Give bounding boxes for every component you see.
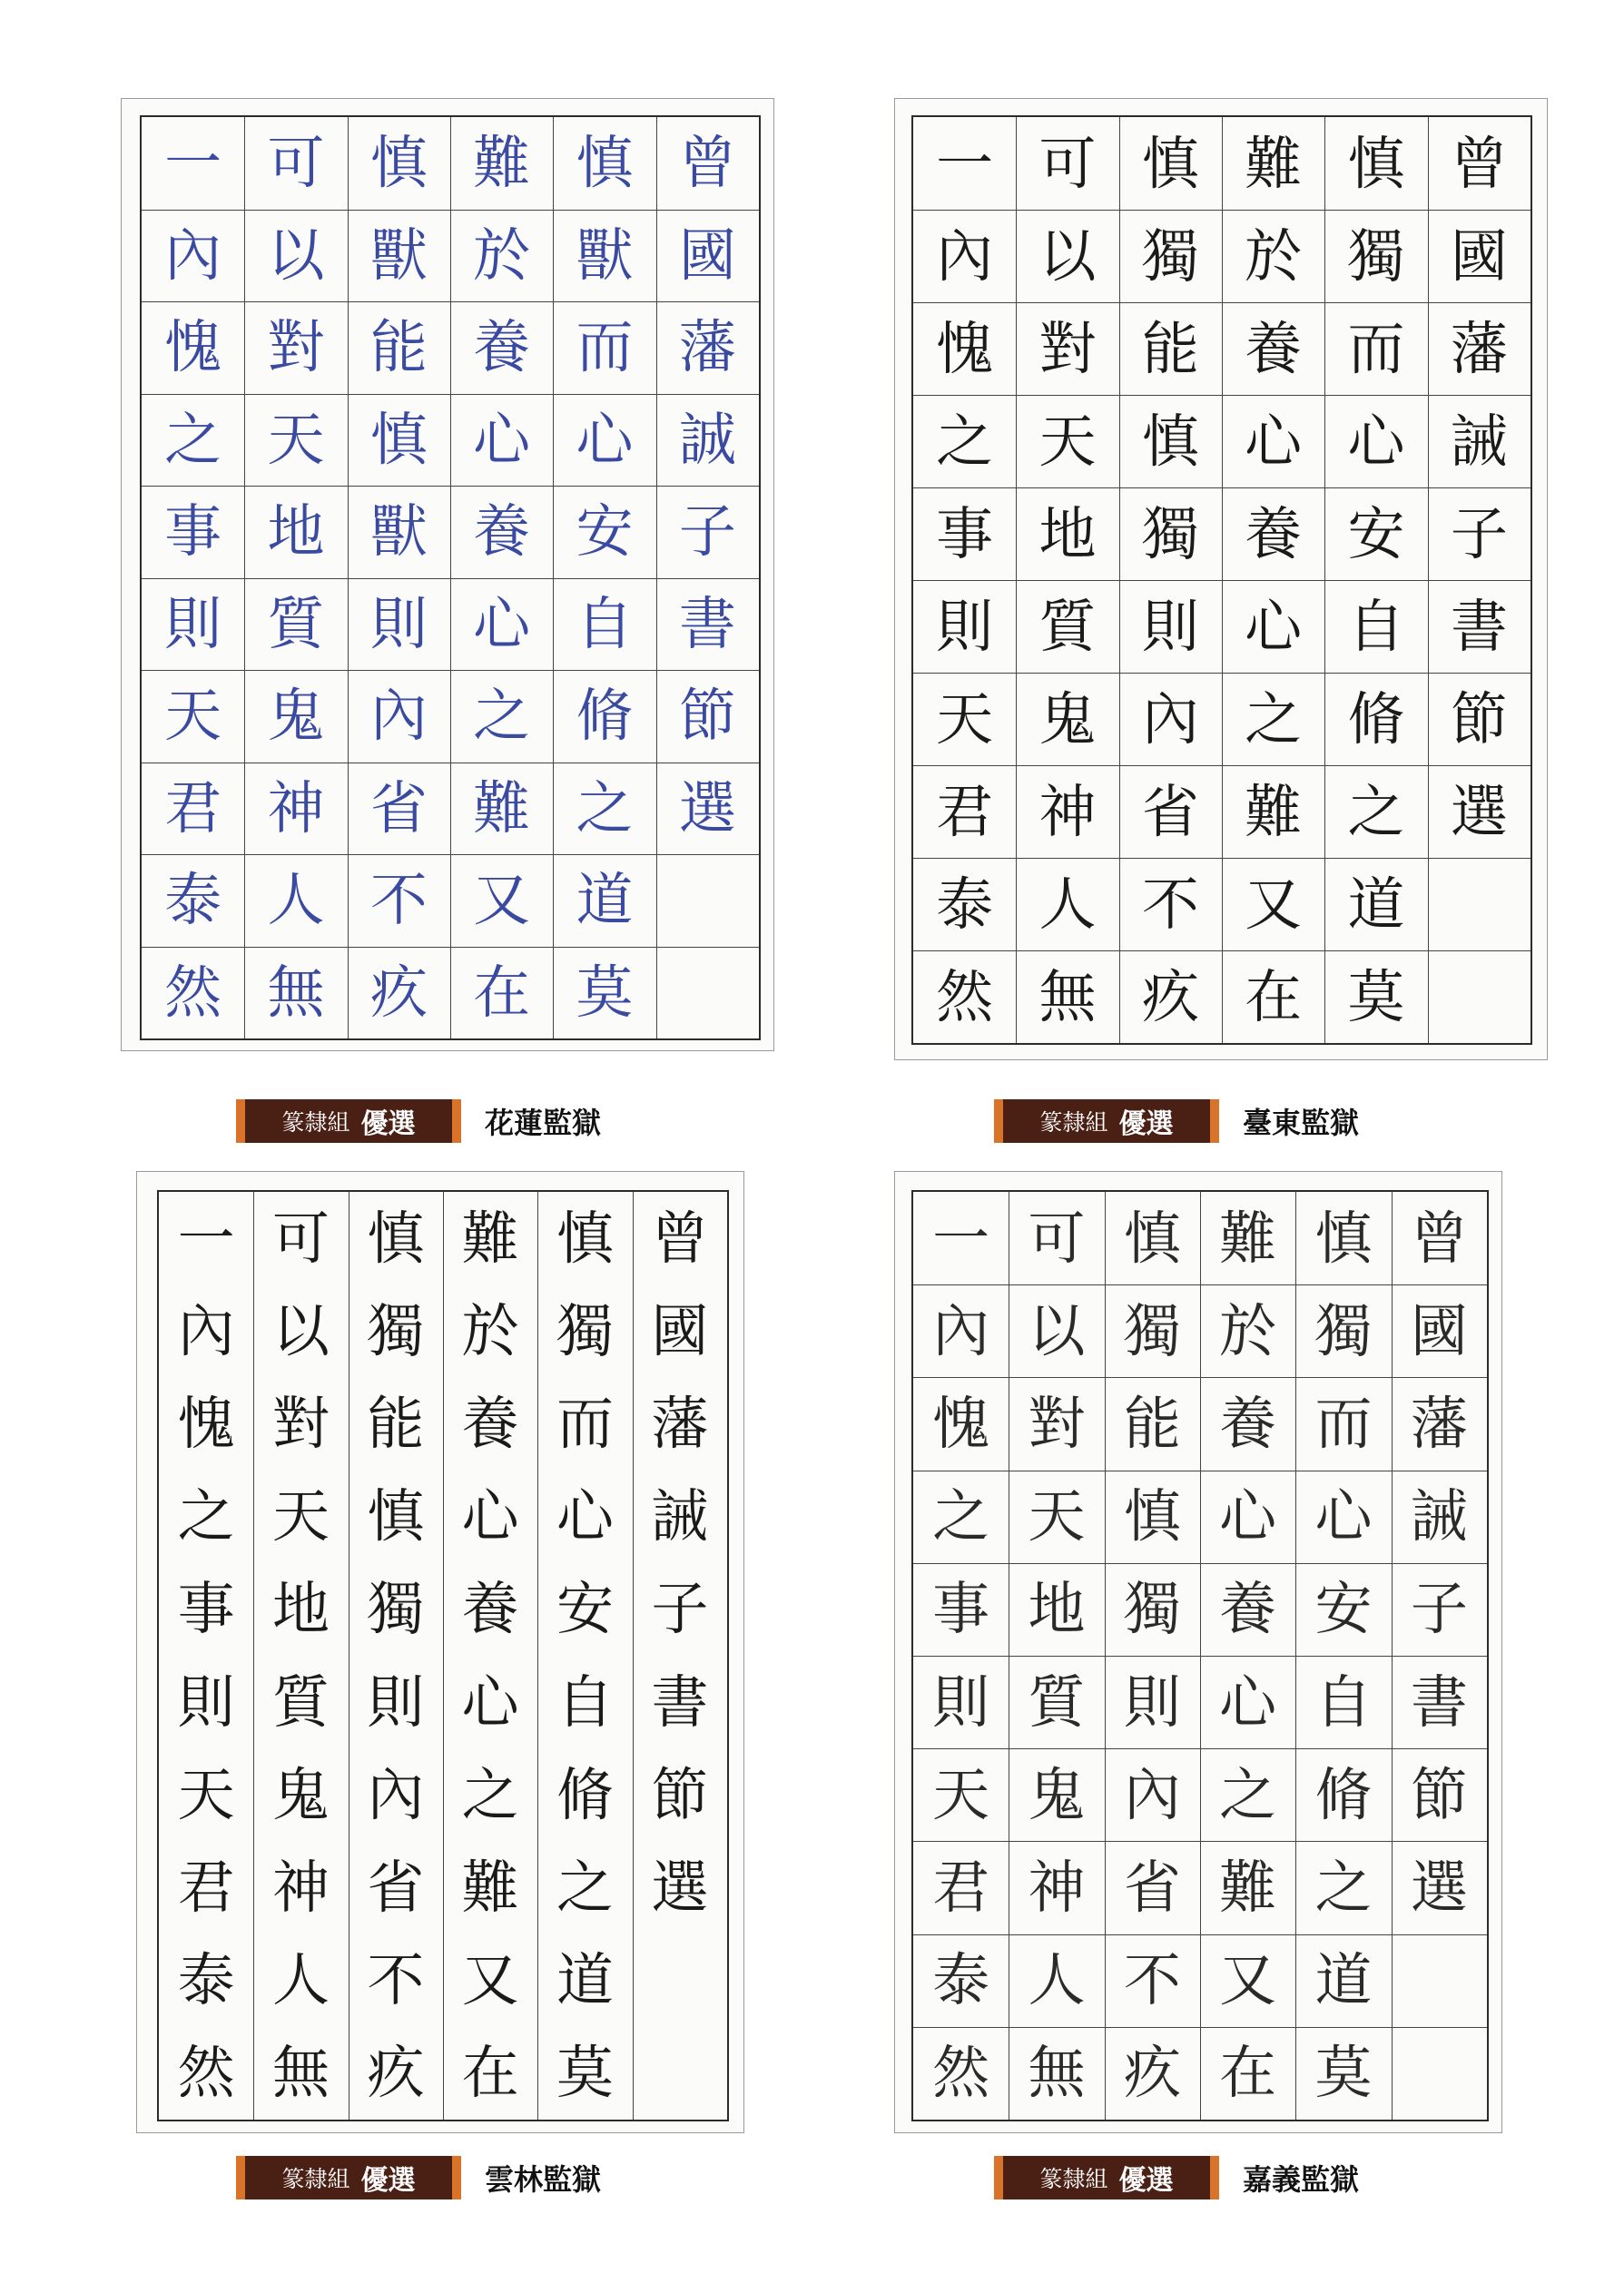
calligraphy-char: 之 [556, 1854, 614, 1921]
calligraphy-char [633, 2027, 727, 2120]
calligraphy-char: 誡 [1450, 408, 1508, 475]
calligraphy-char: 子 [1410, 1576, 1468, 1643]
calligraphy-char: 人 [271, 1947, 330, 2014]
calligraphy-char: 國 [1450, 222, 1508, 290]
calligraphy-char: 可 [1038, 130, 1097, 197]
calligraphy-char: 慎 [367, 1483, 425, 1550]
calligraphy-char: 獨 [1123, 1576, 1181, 1643]
calligraphy-char: 內 [1141, 685, 1199, 753]
calligraphy-char: 之 [1219, 1761, 1277, 1828]
calligraphy-char: 選 [651, 1854, 709, 1921]
calligraphy-char: 可 [1028, 1205, 1086, 1272]
caption-accent [236, 2156, 245, 2199]
calligraphy-char: 獨 [1123, 1297, 1181, 1364]
calligraphy-char: 人 [1028, 1947, 1086, 2014]
calligraphy-char: 獸 [369, 498, 428, 566]
calligraphy-char: 慎 [576, 130, 634, 197]
calligraphy-char: 養 [473, 314, 531, 381]
calligraphy-char: 疚 [367, 2040, 425, 2107]
calligraphy-char: 脩 [1347, 685, 1405, 753]
calligraphy-char: 一 [936, 130, 994, 197]
calligraphy-char: 慎 [1141, 408, 1199, 475]
calligraphy-char: 之 [461, 1761, 519, 1828]
institution-name: 花蓮監獄 [485, 1106, 602, 1140]
calligraphy-char: 在 [473, 959, 531, 1026]
calligraphy-char: 難 [1219, 1205, 1277, 1272]
calligraphy-char: 獨 [1347, 222, 1405, 290]
calligraphy-char: 獨 [556, 1297, 614, 1364]
calligraphy-char: 愧 [164, 314, 222, 381]
calligraphy-char: 道 [556, 1947, 614, 2014]
calligraphy-char: 事 [936, 500, 994, 567]
calligraphy-char: 愧 [936, 315, 994, 382]
calligraphy-grid [140, 115, 761, 1040]
calligraphy-char: 自 [1314, 1668, 1373, 1736]
calligraphy-char: 莫 [576, 959, 634, 1026]
calligraphy-char: 心 [1219, 1668, 1277, 1736]
calligraphy-char: 天 [164, 683, 222, 750]
calligraphy-char: 養 [461, 1390, 519, 1457]
calligraphy-char: 對 [1038, 315, 1097, 382]
calligraphy-char: 誡 [1410, 1483, 1468, 1550]
calligraphy-char: 君 [177, 1854, 235, 1921]
calligraphy-char: 道 [576, 867, 634, 934]
calligraphy-char: 可 [267, 130, 325, 197]
calligraphy-char: 愧 [932, 1390, 990, 1457]
calligraphy-char: 道 [1314, 1947, 1373, 2014]
calligraphy-char: 節 [651, 1761, 709, 1828]
calligraphy-char: 地 [1028, 1576, 1086, 1643]
calligraphy-char: 之 [177, 1483, 235, 1550]
calligraphy-char: 道 [1347, 871, 1405, 938]
calligraphy-char: 以 [271, 1297, 330, 1364]
calligraphy-char: 對 [271, 1390, 330, 1457]
calligraphy-char: 事 [164, 498, 222, 566]
calligraphy-char: 泰 [936, 871, 994, 938]
calligraphy-char: 自 [576, 590, 634, 657]
calligraphy-char: 內 [936, 222, 994, 290]
calligraphy-char: 心 [461, 1483, 519, 1550]
calligraphy-char: 在 [1219, 2040, 1277, 2107]
entry-chiayi [894, 1171, 1548, 2224]
calligraphy-char: 地 [1038, 500, 1097, 567]
calligraphy-char: 子 [1450, 500, 1508, 567]
calligraphy-char: 獨 [1314, 1297, 1373, 1364]
calligraphy-char: 心 [473, 590, 531, 657]
calligraphy-char: 獨 [367, 1297, 425, 1364]
calligraphy-char: 君 [936, 778, 994, 845]
calligraphy-char: 心 [1245, 593, 1303, 660]
calligraphy-char: 省 [369, 774, 428, 841]
calligraphy-char: 節 [1450, 685, 1508, 753]
calligraphy-char: 不 [367, 1947, 425, 2014]
calligraphy-char: 君 [932, 1854, 990, 1921]
calligraphy-char: 又 [1245, 871, 1303, 938]
calligraphy-char: 養 [461, 1576, 519, 1643]
calligraphy-char: 泰 [932, 1947, 990, 2014]
calligraphy-char: 藩 [1450, 315, 1508, 382]
calligraphy-char: 疚 [369, 959, 428, 1026]
calligraphy-char: 子 [651, 1576, 709, 1643]
calligraphy-char: 可 [271, 1205, 330, 1272]
calligraphy-char: 泰 [177, 1947, 235, 2014]
calligraphy-char: 之 [1314, 1854, 1373, 1921]
calligraphy-char: 而 [576, 314, 634, 381]
calligraphy-char: 內 [932, 1297, 990, 1364]
caption-accent [994, 1099, 1003, 1143]
calligraphy-char: 慎 [1141, 130, 1199, 197]
calligraphy-char: 安 [1314, 1576, 1373, 1643]
calligraphy-char: 藩 [651, 1390, 709, 1457]
calligraphy-char: 則 [936, 593, 994, 660]
calligraphy-char: 獨 [1141, 500, 1199, 567]
calligraphy-char: 安 [1347, 500, 1405, 567]
caption-accent [1210, 1099, 1219, 1143]
calligraphy-char: 獸 [576, 221, 634, 289]
entry-hualien [121, 98, 774, 1140]
caption-accent [452, 2156, 461, 2199]
calligraphy-char: 天 [1028, 1483, 1086, 1550]
calligraphy-char: 又 [461, 1947, 519, 2014]
calligraphy-char: 神 [267, 774, 325, 841]
calligraphy-char: 脩 [556, 1761, 614, 1828]
calligraphy-char: 以 [267, 221, 325, 289]
calligraphy-char: 疚 [1123, 2040, 1181, 2107]
calligraphy-char: 天 [932, 1761, 990, 1828]
calligraphy-char: 質 [1028, 1668, 1086, 1736]
calligraphy-sheet [136, 1171, 744, 2133]
calligraphy-char: 以 [1038, 222, 1097, 290]
award-label: 優選 [1118, 1108, 1174, 1140]
calligraphy-char: 之 [473, 683, 531, 750]
calligraphy-char: 天 [936, 685, 994, 753]
calligraphy-char: 以 [1028, 1297, 1086, 1364]
award-caption [994, 1099, 1359, 1143]
caption-accent [994, 2156, 1003, 2199]
calligraphy-char: 心 [576, 406, 634, 473]
calligraphy-char: 藩 [678, 314, 736, 381]
calligraphy-char: 能 [367, 1390, 425, 1457]
calligraphy-char: 國 [651, 1297, 709, 1364]
calligraphy-char: 又 [473, 867, 531, 934]
calligraphy-char: 則 [177, 1668, 235, 1736]
calligraphy-char: 難 [1245, 778, 1303, 845]
calligraphy-char: 不 [1141, 871, 1199, 938]
calligraphy-char: 於 [1219, 1297, 1277, 1364]
calligraphy-char: 然 [932, 2040, 990, 2107]
caption-accent [236, 1099, 245, 1143]
calligraphy-char: 之 [1245, 685, 1303, 753]
calligraphy-grid [911, 115, 1532, 1045]
calligraphy-char: 心 [473, 406, 531, 473]
calligraphy-char: 養 [1245, 500, 1303, 567]
calligraphy-char: 而 [1347, 315, 1405, 382]
caption-accent [452, 1099, 461, 1143]
calligraphy-char [1428, 858, 1530, 950]
calligraphy-char: 愧 [177, 1390, 235, 1457]
calligraphy-char: 書 [1410, 1668, 1468, 1736]
calligraphy-char: 之 [1347, 778, 1405, 845]
calligraphy-char: 慎 [1347, 130, 1405, 197]
calligraphy-char: 選 [1410, 1854, 1468, 1921]
calligraphy-char: 能 [1123, 1390, 1181, 1457]
calligraphy-char: 心 [461, 1668, 519, 1736]
calligraphy-char: 能 [1141, 315, 1199, 382]
calligraphy-char: 然 [936, 963, 994, 1030]
caption-accent [1210, 2156, 1219, 2199]
calligraphy-char: 慎 [369, 130, 428, 197]
institution-name: 雲林監獄 [485, 2162, 602, 2197]
award-badge [245, 1099, 452, 1143]
calligraphy-grid [911, 1190, 1489, 2121]
category-label: 篆隸組 [1039, 2166, 1108, 2192]
calligraphy-char: 之 [164, 406, 222, 473]
calligraphy-char: 則 [1141, 593, 1199, 660]
calligraphy-char: 於 [461, 1297, 519, 1364]
calligraphy-char: 則 [369, 590, 428, 657]
calligraphy-char: 難 [1245, 130, 1303, 197]
calligraphy-char: 於 [473, 221, 531, 289]
entry-yunlin [136, 1171, 790, 2224]
calligraphy-char: 質 [1038, 593, 1097, 660]
calligraphy-char: 地 [267, 498, 325, 566]
calligraphy-char: 書 [678, 590, 736, 657]
calligraphy-char: 事 [932, 1576, 990, 1643]
calligraphy-char: 則 [164, 590, 222, 657]
calligraphy-char: 慎 [1123, 1205, 1181, 1272]
calligraphy-char: 然 [164, 959, 222, 1026]
calligraphy-char: 對 [1028, 1390, 1086, 1457]
calligraphy-char: 神 [1038, 778, 1097, 845]
calligraphy-char: 慎 [1314, 1205, 1373, 1272]
calligraphy-char: 之 [576, 774, 634, 841]
award-badge [1003, 2156, 1210, 2199]
calligraphy-char: 書 [1450, 593, 1508, 660]
calligraphy-char: 慎 [367, 1205, 425, 1272]
category-label: 篆隸組 [281, 2166, 350, 2192]
calligraphy-char: 養 [1219, 1576, 1277, 1643]
calligraphy-char: 一 [932, 1205, 990, 1272]
award-label: 優選 [360, 2165, 416, 2197]
calligraphy-char [1428, 950, 1530, 1043]
calligraphy-char: 節 [1410, 1761, 1468, 1828]
calligraphy-char: 而 [1314, 1390, 1373, 1457]
calligraphy-char: 脩 [576, 683, 634, 750]
calligraphy-char: 然 [177, 2040, 235, 2107]
calligraphy-sheet [894, 1171, 1502, 2133]
calligraphy-char: 心 [1347, 408, 1405, 475]
calligraphy-char: 莫 [1347, 963, 1405, 1030]
calligraphy-char: 地 [271, 1576, 330, 1643]
calligraphy-char: 心 [1219, 1483, 1277, 1550]
award-label: 優選 [360, 1108, 416, 1140]
calligraphy-char: 養 [1245, 315, 1303, 382]
calligraphy-char: 之 [932, 1483, 990, 1550]
calligraphy-char: 天 [1038, 408, 1097, 475]
calligraphy-char: 人 [1038, 871, 1097, 938]
calligraphy-char: 省 [367, 1854, 425, 1921]
calligraphy-char: 無 [271, 2040, 330, 2107]
calligraphy-char: 省 [1141, 778, 1199, 845]
calligraphy-char: 誡 [651, 1483, 709, 1550]
calligraphy-char [633, 1934, 727, 2027]
calligraphy-char: 內 [164, 221, 222, 289]
calligraphy-char: 而 [556, 1390, 614, 1457]
calligraphy-char: 天 [177, 1761, 235, 1828]
calligraphy-char: 省 [1123, 1854, 1181, 1921]
calligraphy-char: 無 [1038, 963, 1097, 1030]
calligraphy-char: 人 [267, 867, 325, 934]
calligraphy-char: 能 [369, 314, 428, 381]
institution-name: 嘉義監獄 [1243, 2162, 1360, 2197]
calligraphy-char: 之 [936, 408, 994, 475]
calligraphy-char: 難 [473, 774, 531, 841]
award-label: 優選 [1118, 2165, 1174, 2197]
calligraphy-char: 事 [177, 1576, 235, 1643]
calligraphy-char: 莫 [1314, 2040, 1373, 2107]
calligraphy-sheet [894, 98, 1548, 1060]
calligraphy-char: 質 [267, 590, 325, 657]
calligraphy-char: 鬼 [1038, 685, 1097, 753]
calligraphy-char: 安 [556, 1576, 614, 1643]
award-badge [1003, 1099, 1210, 1143]
calligraphy-char: 內 [177, 1297, 235, 1364]
calligraphy-char: 內 [367, 1761, 425, 1828]
calligraphy-char: 於 [1245, 222, 1303, 290]
calligraphy-char: 鬼 [271, 1761, 330, 1828]
calligraphy-char: 一 [177, 1205, 235, 1272]
calligraphy-char: 養 [1219, 1390, 1277, 1457]
calligraphy-char: 不 [1123, 1947, 1181, 2014]
calligraphy-char: 書 [651, 1668, 709, 1736]
award-badge [245, 2156, 452, 2199]
calligraphy-char: 國 [1410, 1297, 1468, 1364]
calligraphy-columns [157, 1190, 729, 2121]
entry-taitung [894, 98, 1548, 1140]
calligraphy-char: 曾 [651, 1205, 709, 1272]
calligraphy-char: 一 [164, 130, 222, 197]
institution-name: 臺東監獄 [1243, 1106, 1360, 1140]
calligraphy-char: 國 [678, 221, 736, 289]
calligraphy-char [656, 947, 759, 1039]
calligraphy-char: 難 [461, 1854, 519, 1921]
calligraphy-char: 對 [267, 314, 325, 381]
calligraphy-char: 泰 [164, 867, 222, 934]
calligraphy-char: 則 [367, 1668, 425, 1736]
calligraphy-char: 在 [1245, 963, 1303, 1030]
category-label: 篆隸組 [281, 1109, 350, 1136]
calligraphy-char [1392, 1934, 1487, 2027]
calligraphy-char: 無 [267, 959, 325, 1026]
calligraphy-char: 自 [1347, 593, 1405, 660]
award-caption [994, 2156, 1359, 2199]
calligraphy-char: 藩 [1410, 1390, 1468, 1457]
calligraphy-char: 無 [1028, 2040, 1086, 2107]
calligraphy-char: 又 [1219, 1947, 1277, 2014]
calligraphy-sheet [121, 98, 774, 1051]
calligraphy-char: 則 [932, 1668, 990, 1736]
calligraphy-char: 獨 [367, 1576, 425, 1643]
calligraphy-char: 莫 [556, 2040, 614, 2107]
calligraphy-char: 曾 [1410, 1205, 1468, 1272]
calligraphy-char: 慎 [556, 1205, 614, 1272]
calligraphy-char: 心 [1314, 1483, 1373, 1550]
calligraphy-char: 鬼 [1028, 1761, 1086, 1828]
calligraphy-char: 選 [1450, 778, 1508, 845]
calligraphy-char: 心 [556, 1483, 614, 1550]
calligraphy-char: 難 [1219, 1854, 1277, 1921]
calligraphy-char: 難 [473, 130, 531, 197]
calligraphy-char: 難 [461, 1205, 519, 1272]
calligraphy-char: 心 [1245, 408, 1303, 475]
calligraphy-char: 獸 [369, 221, 428, 289]
category-label: 篆隸組 [1039, 1109, 1108, 1136]
calligraphy-char: 脩 [1314, 1761, 1373, 1828]
calligraphy-char: 質 [271, 1668, 330, 1736]
calligraphy-char: 在 [461, 2040, 519, 2107]
calligraphy-char: 不 [369, 867, 428, 934]
calligraphy-char: 疚 [1141, 963, 1199, 1030]
calligraphy-char: 養 [473, 498, 531, 566]
calligraphy-char: 慎 [369, 406, 428, 473]
award-caption [236, 2156, 601, 2199]
calligraphy-char: 子 [678, 498, 736, 566]
calligraphy-char: 天 [271, 1483, 330, 1550]
calligraphy-char: 獨 [1141, 222, 1199, 290]
calligraphy-char [656, 854, 759, 947]
calligraphy-char: 則 [1123, 1668, 1181, 1736]
calligraphy-char: 選 [678, 774, 736, 841]
calligraphy-char: 曾 [678, 130, 736, 197]
calligraphy-char: 節 [678, 683, 736, 750]
calligraphy-char [1392, 2027, 1487, 2120]
calligraphy-char: 誠 [678, 406, 736, 473]
calligraphy-char: 自 [556, 1668, 614, 1736]
calligraphy-char: 君 [164, 774, 222, 841]
calligraphy-char: 安 [576, 498, 634, 566]
calligraphy-char: 神 [1028, 1854, 1086, 1921]
calligraphy-char: 神 [271, 1854, 330, 1921]
calligraphy-char: 天 [267, 406, 325, 473]
award-caption [236, 1099, 601, 1143]
calligraphy-char: 曾 [1450, 130, 1508, 197]
calligraphy-char: 內 [1123, 1761, 1181, 1828]
calligraphy-char: 內 [369, 683, 428, 750]
calligraphy-char: 慎 [1123, 1483, 1181, 1550]
calligraphy-char: 鬼 [267, 683, 325, 750]
